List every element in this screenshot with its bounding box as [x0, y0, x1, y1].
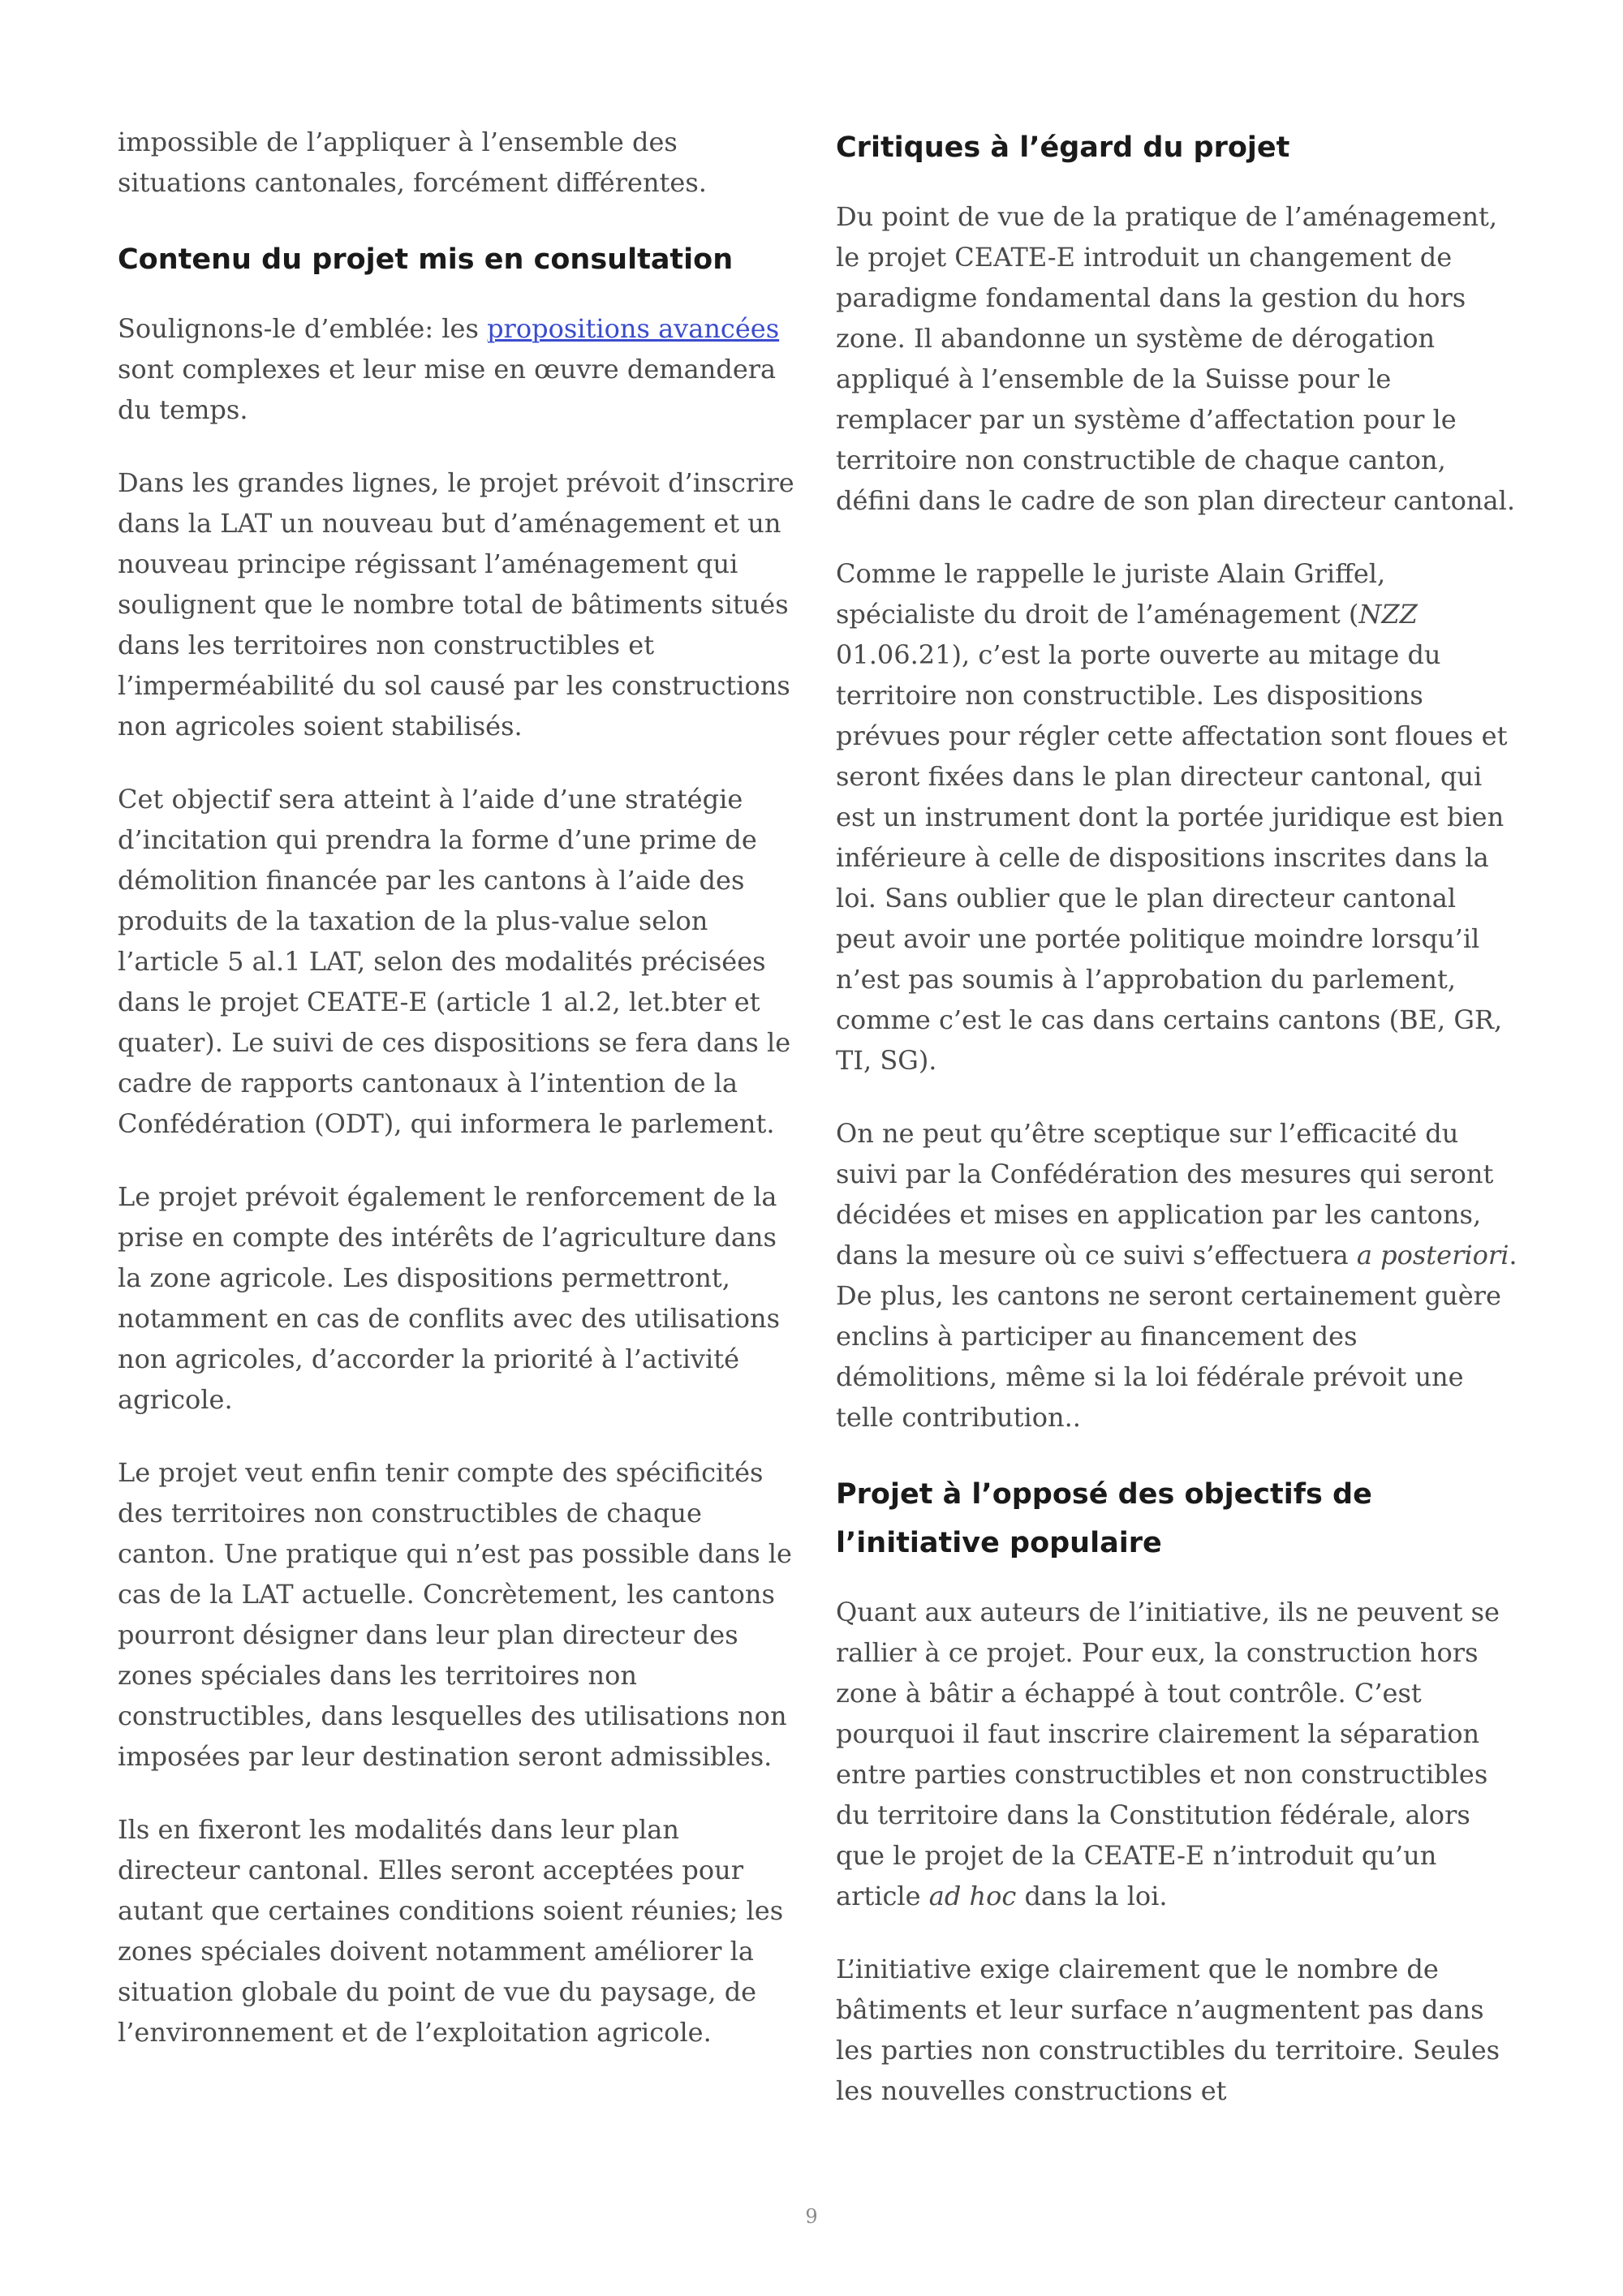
paragraph-specificites: Le projet veut enfin tenir compte des spécificités des territoires non constructibles de chaque canton. Une pratique qui n’est pas possible dans le cas de la LAT actuelle. Concrètement, les cantons pourront désigner dans leur plan directeur des zones spéciales dans les territoires non constructibles, dans lesquelles des utilisations non imposées par leur destination seront admissibles. [118, 1457, 792, 1772]
emphasis-a-posteriori: a posteriori [1356, 1240, 1509, 1271]
text-segment: Comme le rappelle le juriste Alain Griffel, spécialiste du droit de l’aménagement ( [836, 558, 1386, 630]
paragraph-sceptique [836, 1113, 1522, 1438]
intro-paragraph: impossible de l’appliquer à l’ensemble des situations cantonales, forcément différentes. [118, 127, 707, 198]
left-column [118, 122, 799, 2085]
paragraph-initiative: L’initiative exige clairement que le nombre de bâtiments et leur surface n’augmentent pas dans les parties non constructibles du territoire. Seules les nouvelles constructions et [836, 1954, 1500, 2106]
emphasis-nzz: NZZ [1358, 599, 1418, 630]
paragraph-auteurs [836, 1592, 1522, 1916]
page-number: 9 [805, 2205, 818, 2228]
paragraph-soulignons [118, 308, 799, 430]
paragraph-modalites: Ils en fixeront les modalités dans leur plan directeur cantonal. Elles seront acceptées pour autant que certaines conditions soient réunies; les zones spéciales doivent notamment améliorer la situation globale du point de vue du paysage, de l’environnement et de l’exploitation agricole. [118, 1814, 784, 2048]
right-column [836, 122, 1522, 2143]
text-segment: On ne peut qu’être sceptique sur l’efficacité du suivi par la Confédération des mesures qui seront décidées et mises en application par les cantons, dans la mesure où ce suivi s’effectuera [836, 1118, 1494, 1271]
text-segment: sont complexes et leur mise en œuvre demandera du temps. [118, 354, 777, 425]
text-segment: 01.06.21), c’est la porte ouverte au mitage du territoire non constructible. Les dispositions prévues pour régler cette affectation sont floues et seront fixées dans le plan directeur cantonal, qui est un instrument dont la portée juridique est bien inférieure à celle de dispositions inscrites dans la loi. Sans oublier que le plan directeur cantonal peut avoir une portée politique moindre lorsqu’il n’est pas soumis à l’approbation du parlement, comme c’est le cas dans certains cantons (BE, GR, TI, SG). [836, 639, 1508, 1076]
emphasis-ad-hoc: ad hoc [928, 1881, 1017, 1911]
heading-contenu: Contenu du projet mis en consultation [118, 243, 734, 276]
paragraph-agriculture: Le projet prévoit également le renforcement de la prise en compte des intérêts de l’agriculture dans la zone agricole. Les dispositions permettront, notamment en cas de conflits avec des utilisations non agricoles, d’accorder la priorité à l’activité agricole. [118, 1181, 781, 1415]
heading-oppose: Projet à l’opposé des objectifs de l’initiative populaire [836, 1478, 1372, 1559]
paragraph-grandes-lignes: Dans les grandes lignes, le projet prévoit d’inscrire dans la LAT un nouveau but d’aménagement et un nouveau principe régissant l’aménagement qui soulignent que le nombre total de bâtiments situés dans les territoires non constructibles et l’imperméabilité du sol causé par les constructions non agricoles soient stabilisés. [118, 467, 794, 742]
propositions-link[interactable]: propositions avancées [487, 313, 780, 344]
heading-critiques: Critiques à l’égard du projet [836, 131, 1290, 164]
text-segment: Quant aux auteurs de l’initiative, ils ne peuvent se rallier à ce projet. Pour eux, la construction hors zone à bâtir a échappé à tout contrôle. C’est pourquoi il faut inscrire clairement la séparation entre parties constructibles et non constructibles du territoire dans la Constitution fédérale, alors que le projet de la CEATE-E n’introduit qu’un article [836, 1597, 1500, 1911]
paragraph-griffel [836, 553, 1522, 1081]
text-segment: . De plus, les cantons ne seront certainement guère enclins à participer au financement des démolitions, même si la loi fédérale prévoit une telle contribution.. [836, 1240, 1518, 1433]
text-segment: dans la loi. [1016, 1881, 1168, 1911]
paragraph-objectif: Cet objectif sera atteint à l’aide d’une stratégie d’incitation qui prendra la forme d’une prime de démolition financée par les cantons à l’aide des produits de la taxation de la plus-value selon l’article 5 al.1 LAT, selon des modalités précisées dans le projet CEATE-E (article 1 al.2, let.bter et quater). Le suivi de ces dispositions se fera dans le cadre de rapports cantonaux à l’intention de la Confédération (ODT), qui informera le parlement. [118, 784, 791, 1139]
paragraph-pratique: Du point de vue de la pratique de l’aménagement, le projet CEATE-E introduit un changement de paradigme fondamental dans la gestion du hors zone. Il abandonne un système de dérogation appliqué à l’ensemble de la Suisse pour le remplacer par un système d’affectation pour le territoire non constructible de chaque canton, défini dans le cadre de son plan directeur cantonal. [836, 201, 1515, 516]
text-segment: Soulignons-le d’emblée: les [118, 313, 488, 344]
